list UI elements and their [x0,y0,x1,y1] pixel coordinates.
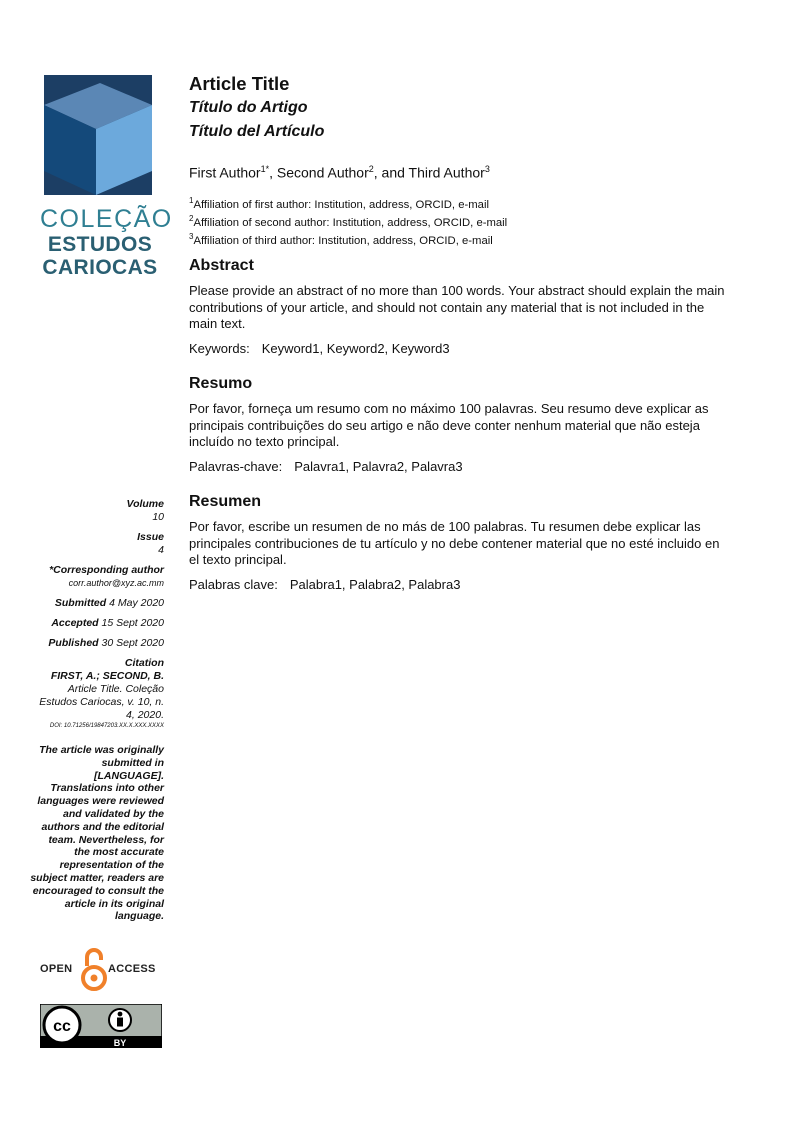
accepted-date: 15 Sept 2020 [101,617,164,629]
author-list [189,160,729,182]
palabras-clave-line [189,577,729,592]
author-2-mark: 2 [368,164,374,174]
attribution-icon [109,1009,131,1031]
corresponding-label: *Corresponding author [49,564,164,576]
title-english: Article Title [189,73,290,94]
resumen-text: Por favor, escribe un resumen de no más de 100 palabras. Tu resumen debe explicar las principales contribuciones de tu artículo y no debe contener material que no esté incluido en el texto principal. [189,519,720,568]
published-date: 30 Sept 2020 [101,637,164,649]
author-separator: , and [373,164,409,181]
palavras-chave-label: Palavras-chave: [189,458,283,474]
cc-by-license-badge[interactable] [40,1004,162,1048]
corresponding-email[interactable]: corr.author@xyz.ac.mm [68,578,164,588]
affiliation-mark: 3 [189,232,194,241]
by-text: BY [113,1038,127,1048]
open-access-right: ACCESS [108,963,156,975]
resumo-section [189,375,729,474]
author-2: Second Author [276,164,369,181]
volume-value: 10 [152,511,164,523]
resumen-section [189,493,729,592]
accepted-label: Accepted [51,617,99,629]
title-spanish: Título del Artículo [189,123,325,140]
author-3: Third Author [408,164,485,181]
abstract-section [189,257,729,356]
palavras-chave-line [189,459,729,474]
article-metadata [30,498,164,737]
issue-label: Issue [137,531,164,543]
affiliation-text: Affiliation of first author: Institution, address, ORCID, e-mail [193,198,489,211]
abstract-text: Please provide an abstract of no more than 100 words. Your abstract should explain the main contributions of your article, and should not contain any material that is not included in the main text. [189,283,725,332]
open-access-left: OPEN [40,963,73,975]
doi[interactable]: DOI: 10.71256/19847203.XX.X.XXX.XXXX [49,723,164,729]
resumen-heading: Resumen [189,493,262,510]
keywords-line [189,341,729,356]
affiliation-mark: 1 [189,195,194,205]
citation-label: Citation [124,657,164,669]
palabras-clave-value: Palabra1, Palabra2, Palabra3 [289,576,461,592]
cc-icon [44,1007,80,1043]
author-1-mark: 1* [260,164,270,174]
volume-label: Volume [126,498,164,510]
journal-logo [40,75,173,279]
cc-text: cc [53,1018,71,1035]
logo-line-estudos: ESTUDOS [47,233,153,256]
submitted-date: 4 May 2020 [109,597,164,609]
keywords-value: Keyword1, Keyword2, Keyword3 [261,340,450,356]
issue-value: 4 [158,544,164,556]
citation-text: Article Title. Coleção Estudos Cariocas, v. 10, n. 4, 2020. [39,683,164,721]
logo-line-cariocas: CARIOCAS [42,256,158,279]
author-1: First Author [189,164,261,181]
abstract-heading: Abstract [189,257,254,274]
affiliation-1 [189,194,729,212]
affiliation-mark: 2 [189,213,194,223]
citation-authors: FIRST, A.; SECOND, B. [50,670,164,682]
title-portuguese: Título do Artigo [189,99,308,116]
palavras-chave-value: Palavra1, Palavra2, Palavra3 [294,458,463,474]
cube-logo-icon [44,75,154,197]
affiliation-3 [189,230,729,248]
author-3-mark: 3 [484,164,490,174]
palabras-clave-label: Palabras clave: [189,576,278,592]
affiliation-2 [189,212,729,230]
author-separator: , [269,164,277,181]
resumo-heading: Resumo [189,375,253,392]
article-header [189,72,729,248]
open-access-badge [40,946,164,992]
affiliation-text: Affiliation of second author: Institution, address, ORCID, e-mail [193,216,508,229]
translation-note: The article was originally submitted in [LANGUAGE]. Translations into other languages were reviewed and validated by the authors and the editorial team. Nevertheless, for the most accurate representation of the subject matter, readers are encouraged to consult the article in its original language. [30,744,164,923]
submitted-label: Submitted [54,597,107,609]
open-lock-icon [80,946,108,992]
affiliation-list [189,194,729,249]
resumo-text: Por favor, forneça um resumo com no máximo 100 palavras. Seu resumo deve explicar as principais contribuições do seu artigo e não deve conter nenhum material que não esteja incluído no texto principal. [189,401,709,450]
published-label: Published [48,637,99,649]
logo-line-colecao: COLEÇÃO [40,205,173,233]
affiliation-text: Affiliation of third author: Institution, address, ORCID, e-mail [193,234,493,247]
keywords-label: Keywords: [189,340,250,356]
